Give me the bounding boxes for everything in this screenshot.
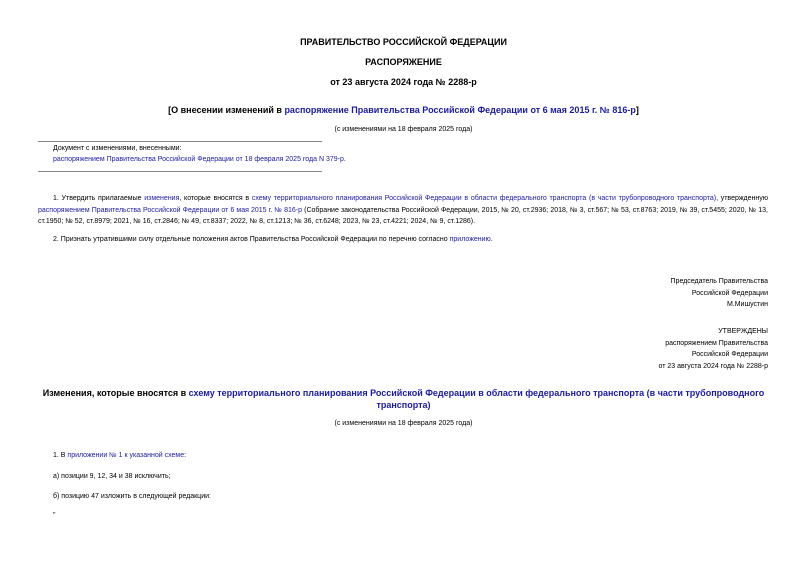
document-title (0, 105, 807, 115)
document-type: РАСПОРЯЖЕНИЕ (365, 57, 442, 67)
changes-end: . (343, 156, 346, 163)
approval-line-1: УТВЕРЖДЕНЫ (718, 328, 768, 335)
changes-link[interactable]: распоряжением Правительства Российской Федерации от 18 февраля 2025 года N 379-р (53, 156, 344, 163)
changes-reference (53, 156, 346, 163)
signature-name: М.Мишустин (726, 301, 768, 308)
section-title (40, 388, 767, 411)
p2-link-appendix[interactable]: приложению (449, 236, 491, 243)
changes-label: Документ с изменениями, внесенными: (53, 145, 182, 152)
section-title-prefix: Изменения, которые вносятся в (42, 388, 189, 398)
document-date: от 23 августа 2024 года № 2288-р (330, 77, 477, 87)
item-a: а) позиции 9, 12, 34 и 38 исключить; (53, 473, 171, 480)
p2-text-2: . (490, 236, 493, 243)
signature-line-1: Председатель Правительства (670, 278, 768, 285)
section-title-link[interactable]: схему территориального планирования Российской Федерации в области федерального транспорта (в части трубопроводного транспорта) (188, 388, 765, 410)
paragraph-2 (53, 234, 768, 246)
signature-block (671, 276, 768, 311)
revision-note: (с изменениями на 18 февраля 2025 года) (334, 126, 473, 133)
title-link[interactable]: распоряжение Правительства Российской Федерации от 6 мая 2015 г. № 816-р (284, 105, 636, 115)
p1-text-3: , утвержденную (716, 195, 768, 202)
p1-text-4: (Собрание законодательства Российской Федерации, 2015, № 20, ст.2936; 2018, № 3, ст.567; № 53, ст.8763; 2019, № 39, ст.5455; 2020, № 13, ст.1950; № 52, ст.8979; 2021, № 16, ст.2846; № 49, ст.8337; 2022, № 8, ст.1213; № 36, ст.6248; 2023, № 23, ст.4221; 2024, № 9, ст.1286). (38, 206, 768, 225)
approval-line-3: Российской Федерации (691, 351, 768, 358)
item-1-link[interactable]: приложении № 1 к указанной схеме (67, 452, 185, 459)
quote-mark: " (53, 512, 56, 519)
item-b: б) позицию 47 изложить в следующей редакции: (53, 493, 211, 500)
title-suffix: ] (635, 105, 639, 115)
p2-text-1: 2. Признать утратившими силу отдельные положения актов Правительства Российской Федерации по перечню согласно (53, 236, 450, 243)
p1-link-order[interactable]: распоряжением Правительства Российской Федерации от 6 мая 2015 г. № 816-р (38, 206, 303, 214)
item-1 (53, 452, 186, 459)
title-prefix: [О внесении изменений в (168, 105, 285, 115)
paragraph-1 (38, 193, 768, 228)
p1-text-1: 1. Утвердить прилагаемые (53, 195, 145, 202)
signature-line-2: Российской Федерации (691, 289, 768, 297)
approval-block (658, 326, 768, 372)
changes-bottom-divider (38, 171, 322, 172)
section-revision-note: (с изменениями на 18 февраля 2025 года) (334, 420, 473, 427)
item-1-text-1: 1. В (53, 452, 68, 459)
p1-link-scheme[interactable]: схему территориального планирования Российской Федерации в области федерального транспорта (в части трубопроводного транспорта) (251, 195, 717, 202)
approval-line-2: распоряжением Правительства (665, 339, 768, 347)
item-1-text-2: : (184, 452, 187, 459)
p1-text-2: , которые вносятся в (179, 195, 252, 202)
government-heading: ПРАВИТЕЛЬСТВО РОССИЙСКОЙ ФЕДЕРАЦИИ (300, 37, 507, 47)
p1-link-changes[interactable]: изменения (144, 195, 180, 202)
changes-top-divider (38, 141, 322, 142)
approval-line-4: от 23 августа 2024 года № 2288-р (658, 362, 768, 370)
